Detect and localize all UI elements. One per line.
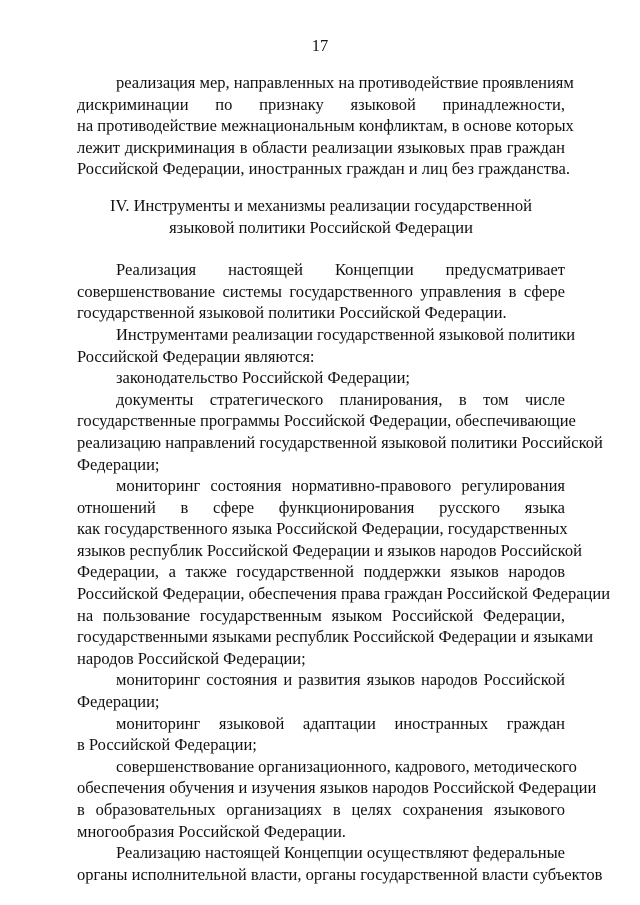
heading-line: языковой политики Российской Федерации: [169, 217, 473, 237]
text-line: документы стратегического планирования, в том числе: [116, 389, 565, 409]
text-line: государственными языками республик Российской Федерации и языками: [77, 627, 594, 647]
paragraph-instruments: [77, 324, 576, 367]
text-line: обеспечения обучения и изучения языков народов Российской Федерации: [77, 778, 597, 798]
text-line: органы исполнительной власти, органы государственной власти субъектов: [77, 864, 603, 884]
text-line: Российской Федерации, иностранных граждан и лиц без гражданства.: [77, 159, 570, 179]
text-line: совершенствование организационного, кадрового, методического: [116, 756, 577, 776]
paragraph-monitoring-adaptation: [77, 713, 565, 756]
text-line: многообразия Российской Федерации.: [77, 821, 346, 841]
text-line: Реализацию настоящей Концепции осуществляют федеральные: [116, 843, 565, 863]
text-line: дискриминации по признаку языковой принадлежности,: [77, 94, 565, 114]
text-line: в образовательных организациях в целях сохранения языкового: [77, 800, 565, 819]
text-line: законодательство Российской Федерации;: [116, 368, 410, 388]
paragraph-concept-provides: [77, 259, 565, 324]
text-line: Российской Федерации являются:: [77, 346, 315, 366]
text-line: реализация мер, направленных на противодействие проявлениям: [116, 73, 574, 92]
text-line: языков республик Российской Федерации и языков народов Российской: [77, 540, 582, 560]
section-heading: [77, 195, 565, 238]
text-line: лежит дискриминация в области реализации языковых прав граждан: [77, 137, 565, 157]
intro-paragraph: [77, 72, 574, 180]
text-line: государственные программы Российской Федерации, обеспечивающие: [77, 411, 576, 431]
text-line: Федерации, а также государственной поддержки языков народов: [77, 562, 565, 582]
text-line: мониторинг языковой адаптации иностранных граждан: [116, 713, 565, 733]
paragraph-monitoring-languages: [77, 669, 565, 712]
text-line: отношений в сфере функционирования русского языка: [77, 497, 565, 517]
text-line: реализацию направлений государственной языковой политики Российской: [77, 432, 603, 452]
text-line: Федерации;: [77, 692, 160, 712]
text-line: на противодействие межнациональным конфликтам, в основе которых: [77, 116, 574, 136]
text-line: Федерации;: [77, 454, 160, 474]
text-line: мониторинг состояния и развития языков народов Российской: [116, 670, 565, 690]
text-line: государственной языковой политики Российской Федерации.: [77, 303, 507, 323]
text-line: совершенствование системы государственного управления в сфере: [77, 281, 565, 301]
text-line: Инструментами реализации государственной языковой политики: [116, 324, 576, 344]
paragraph-education-support: [77, 756, 597, 842]
page-content: [77, 72, 611, 885]
paragraph-legislation: [77, 367, 565, 389]
paragraph-implementation: [77, 842, 603, 885]
paragraph-strategic-planning: [77, 389, 603, 475]
paragraph-monitoring-regulation: [77, 475, 611, 669]
text-line: народов Российской Федерации;: [77, 648, 306, 668]
page-number: 17: [311, 36, 329, 55]
heading-line: IV. Инструменты и механизмы реализации государственной: [110, 195, 532, 215]
text-line: Российской Федерации, обеспечения права граждан Российской Федерации: [77, 584, 611, 604]
text-line: как государственного языка Российской Федерации, государственных: [77, 519, 568, 539]
text-line: в Российской Федерации;: [77, 735, 257, 755]
text-line: Реализация настоящей Концепции предусматривает: [116, 260, 565, 280]
text-line: на пользование государственным языком Российской Федерации,: [77, 605, 565, 625]
text-line: мониторинг состояния нормативно-правового регулирования: [116, 476, 565, 496]
